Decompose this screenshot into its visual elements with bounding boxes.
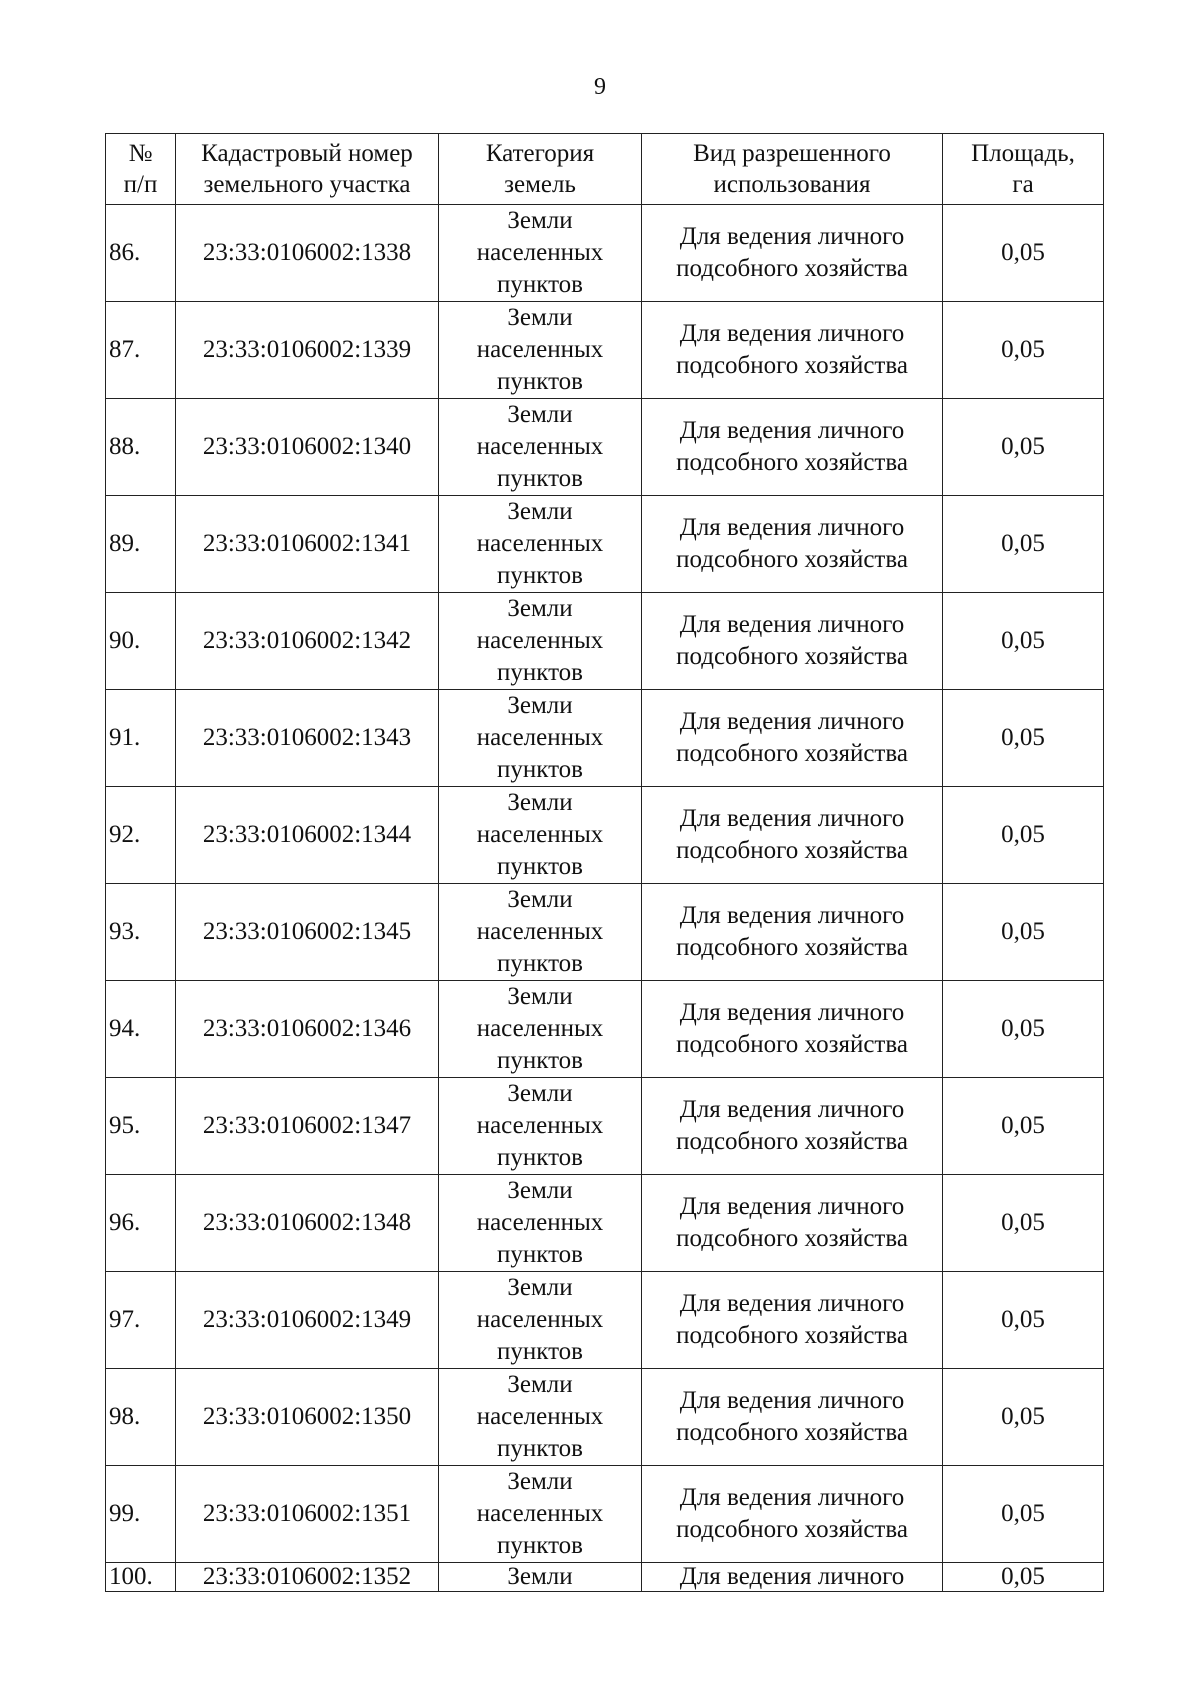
area-ha: 0,05 — [943, 1272, 1104, 1369]
header-category-line: земель — [504, 171, 576, 198]
cadastral-number: 23:33:0106002:1341 — [176, 496, 439, 593]
permitted-use-line: подсобного хозяйства — [676, 740, 908, 767]
permitted-use — [642, 205, 943, 302]
land-category-line: населенных — [476, 821, 604, 848]
header-num-line: п/п — [123, 171, 158, 198]
land-category-line: Земли — [507, 1468, 573, 1495]
table-row — [106, 981, 1104, 1078]
land-category-line: пунктов — [497, 1435, 583, 1462]
land-category — [439, 690, 642, 787]
land-category-line: пунктов — [497, 1144, 583, 1171]
cadastral-number: 23:33:0106002:1340 — [176, 399, 439, 496]
header-use — [642, 134, 943, 205]
area-ha: 0,05 — [943, 1078, 1104, 1175]
land-category-line: Земли — [507, 1080, 573, 1107]
land-category-line: населенных — [476, 433, 604, 460]
land-category-line: Земли — [507, 886, 573, 913]
row-number: 87. — [106, 302, 176, 399]
land-category-line: Земли — [507, 207, 573, 234]
permitted-use-line: Для ведения личного — [679, 514, 905, 541]
permitted-use-line: Для ведения личного — [679, 902, 905, 929]
table-row — [106, 302, 1104, 399]
land-category — [439, 302, 642, 399]
land-category-line: пунктов — [497, 1338, 583, 1365]
area-ha: 0,05 — [943, 1466, 1104, 1563]
permitted-use — [642, 1369, 943, 1466]
permitted-use-line: Для ведения личного — [679, 1387, 905, 1414]
permitted-use-line: Для ведения личного — [679, 417, 905, 444]
land-category-line: Земли — [507, 1563, 573, 1590]
land-category — [439, 981, 642, 1078]
permitted-use-line: подсобного хозяйства — [676, 1419, 908, 1446]
land-category — [439, 1272, 642, 1369]
cadastral-number: 23:33:0106002:1342 — [176, 593, 439, 690]
row-number: 95. — [106, 1078, 176, 1175]
cadastral-number: 23:33:0106002:1350 — [176, 1369, 439, 1466]
permitted-use — [642, 1175, 943, 1272]
area-ha: 0,05 — [943, 884, 1104, 981]
land-category — [439, 787, 642, 884]
land-category-line: Земли — [507, 401, 573, 428]
area-ha: 0,05 — [943, 1563, 1104, 1592]
header-category-line: Категория — [485, 140, 595, 167]
land-category — [439, 496, 642, 593]
table-row — [106, 399, 1104, 496]
header-area — [943, 134, 1104, 205]
land-category-line: населенных — [476, 1306, 604, 1333]
permitted-use — [642, 787, 943, 884]
permitted-use-line: подсобного хозяйства — [676, 1322, 908, 1349]
header-area-line: га — [1012, 171, 1034, 198]
permitted-use-line: Для ведения личного — [679, 1290, 905, 1317]
permitted-use — [642, 1563, 943, 1592]
land-category-line: Земли — [507, 692, 573, 719]
land-category-line: Земли — [507, 304, 573, 331]
land-category-line: пунктов — [497, 1241, 583, 1268]
row-number: 100. — [106, 1563, 176, 1592]
permitted-use-line: Для ведения личного — [679, 1563, 905, 1590]
cadastral-number: 23:33:0106002:1347 — [176, 1078, 439, 1175]
land-category-line: пунктов — [497, 368, 583, 395]
land-category-line: пунктов — [497, 465, 583, 492]
permitted-use-line: подсобного хозяйства — [676, 1225, 908, 1252]
permitted-use-line: Для ведения личного — [679, 1484, 905, 1511]
table-row — [106, 884, 1104, 981]
row-number: 89. — [106, 496, 176, 593]
area-ha: 0,05 — [943, 496, 1104, 593]
header-cadastral — [176, 134, 439, 205]
permitted-use-line: подсобного хозяйства — [676, 352, 908, 379]
permitted-use-line: подсобного хозяйства — [676, 1031, 908, 1058]
table-header-row — [106, 134, 1104, 205]
land-category-line: населенных — [476, 1112, 604, 1139]
land-category-line: Земли — [507, 1274, 573, 1301]
permitted-use-line: Для ведения личного — [679, 805, 905, 832]
permitted-use-line: Для ведения личного — [679, 611, 905, 638]
permitted-use-line: Для ведения личного — [679, 999, 905, 1026]
permitted-use-line: Для ведения личного — [679, 1193, 905, 1220]
land-category-line: населенных — [476, 1015, 604, 1042]
area-ha: 0,05 — [943, 205, 1104, 302]
area-ha: 0,05 — [943, 690, 1104, 787]
area-ha: 0,05 — [943, 399, 1104, 496]
permitted-use-line: Для ведения личного — [679, 708, 905, 735]
page-number: 9 — [594, 74, 606, 100]
permitted-use — [642, 884, 943, 981]
table-row — [106, 1078, 1104, 1175]
permitted-use-line: подсобного хозяйства — [676, 934, 908, 961]
row-number: 99. — [106, 1466, 176, 1563]
header-area-line: Площадь, — [971, 140, 1075, 167]
table-row — [106, 787, 1104, 884]
land-category-line: населенных — [476, 1500, 604, 1527]
cadastral-number: 23:33:0106002:1348 — [176, 1175, 439, 1272]
area-ha: 0,05 — [943, 787, 1104, 884]
area-ha: 0,05 — [943, 302, 1104, 399]
header-cadastral-line: Кадастровый номер — [201, 140, 413, 167]
row-number: 97. — [106, 1272, 176, 1369]
land-category-line: населенных — [476, 724, 604, 751]
land-category — [439, 1563, 642, 1592]
land-category — [439, 593, 642, 690]
land-category-line: Земли — [507, 595, 573, 622]
permitted-use-line: подсобного хозяйства — [676, 1516, 908, 1543]
permitted-use-line: подсобного хозяйства — [676, 449, 908, 476]
land-category-line: Земли — [507, 1371, 573, 1398]
land-category — [439, 1466, 642, 1563]
permitted-use-line: Для ведения личного — [679, 1096, 905, 1123]
land-category-line: населенных — [476, 336, 604, 363]
table-row — [106, 205, 1104, 302]
land-category-line: населенных — [476, 627, 604, 654]
land-category-line: пунктов — [497, 659, 583, 686]
land-category-line: населенных — [476, 918, 604, 945]
cadastral-number: 23:33:0106002:1351 — [176, 1466, 439, 1563]
area-ha: 0,05 — [943, 1175, 1104, 1272]
land-category — [439, 399, 642, 496]
header-use-line: использования — [713, 171, 871, 198]
permitted-use — [642, 496, 943, 593]
area-ha: 0,05 — [943, 593, 1104, 690]
cadastral-number: 23:33:0106002:1343 — [176, 690, 439, 787]
land-category-line: пунктов — [497, 1047, 583, 1074]
header-cadastral-line: земельного участка — [203, 171, 411, 198]
land-category-line: пунктов — [497, 271, 583, 298]
row-number: 92. — [106, 787, 176, 884]
header-category — [439, 134, 642, 205]
header-num-line: № — [128, 140, 153, 167]
cadastral-number: 23:33:0106002:1344 — [176, 787, 439, 884]
land-category-line: пунктов — [497, 756, 583, 783]
header-num — [106, 134, 176, 205]
cadastral-number: 23:33:0106002:1338 — [176, 205, 439, 302]
land-category-line: населенных — [476, 1403, 604, 1430]
cadastral-number: 23:33:0106002:1345 — [176, 884, 439, 981]
area-ha: 0,05 — [943, 981, 1104, 1078]
row-number: 90. — [106, 593, 176, 690]
land-category — [439, 1369, 642, 1466]
table-row — [106, 1272, 1104, 1369]
land-category-line: населенных — [476, 1209, 604, 1236]
table-row — [106, 690, 1104, 787]
row-number: 93. — [106, 884, 176, 981]
permitted-use-line: подсобного хозяйства — [676, 255, 908, 282]
permitted-use — [642, 593, 943, 690]
cadastral-number: 23:33:0106002:1346 — [176, 981, 439, 1078]
permitted-use — [642, 302, 943, 399]
land-category-line: Земли — [507, 498, 573, 525]
land-category — [439, 205, 642, 302]
header-use-line: Вид разрешенного — [693, 140, 891, 167]
permitted-use — [642, 981, 943, 1078]
land-category-line: Земли — [507, 983, 573, 1010]
row-number: 98. — [106, 1369, 176, 1466]
land-category-line: пунктов — [497, 853, 583, 880]
permitted-use — [642, 1272, 943, 1369]
land-plots-table — [105, 133, 1104, 1592]
table-body — [106, 205, 1104, 1592]
table-row — [106, 593, 1104, 690]
table-row — [106, 1563, 1104, 1592]
permitted-use-line: подсобного хозяйства — [676, 546, 908, 573]
cadastral-number: 23:33:0106002:1339 — [176, 302, 439, 399]
row-number: 91. — [106, 690, 176, 787]
land-category-line: пунктов — [497, 1532, 583, 1559]
permitted-use — [642, 690, 943, 787]
row-number: 94. — [106, 981, 176, 1078]
land-category — [439, 1175, 642, 1272]
row-number: 88. — [106, 399, 176, 496]
permitted-use — [642, 1078, 943, 1175]
land-category — [439, 1078, 642, 1175]
land-category — [439, 884, 642, 981]
land-category-line: пунктов — [497, 562, 583, 589]
table-row — [106, 496, 1104, 593]
permitted-use — [642, 1466, 943, 1563]
area-ha: 0,05 — [943, 1369, 1104, 1466]
land-category-line: пунктов — [497, 950, 583, 977]
permitted-use-line: подсобного хозяйства — [676, 837, 908, 864]
land-category-line: населенных — [476, 530, 604, 557]
permitted-use-line: подсобного хозяйства — [676, 643, 908, 670]
permitted-use — [642, 399, 943, 496]
table-row — [106, 1466, 1104, 1563]
row-number: 86. — [106, 205, 176, 302]
permitted-use-line: подсобного хозяйства — [676, 1128, 908, 1155]
table-row — [106, 1369, 1104, 1466]
land-category-line: населенных — [476, 239, 604, 266]
land-category-line: Земли — [507, 789, 573, 816]
permitted-use-line: Для ведения личного — [679, 320, 905, 347]
cadastral-number: 23:33:0106002:1349 — [176, 1272, 439, 1369]
row-number: 96. — [106, 1175, 176, 1272]
table-row — [106, 1175, 1104, 1272]
cadastral-number: 23:33:0106002:1352 — [176, 1563, 439, 1592]
land-category-line: Земли — [507, 1177, 573, 1204]
permitted-use-line: Для ведения личного — [679, 223, 905, 250]
